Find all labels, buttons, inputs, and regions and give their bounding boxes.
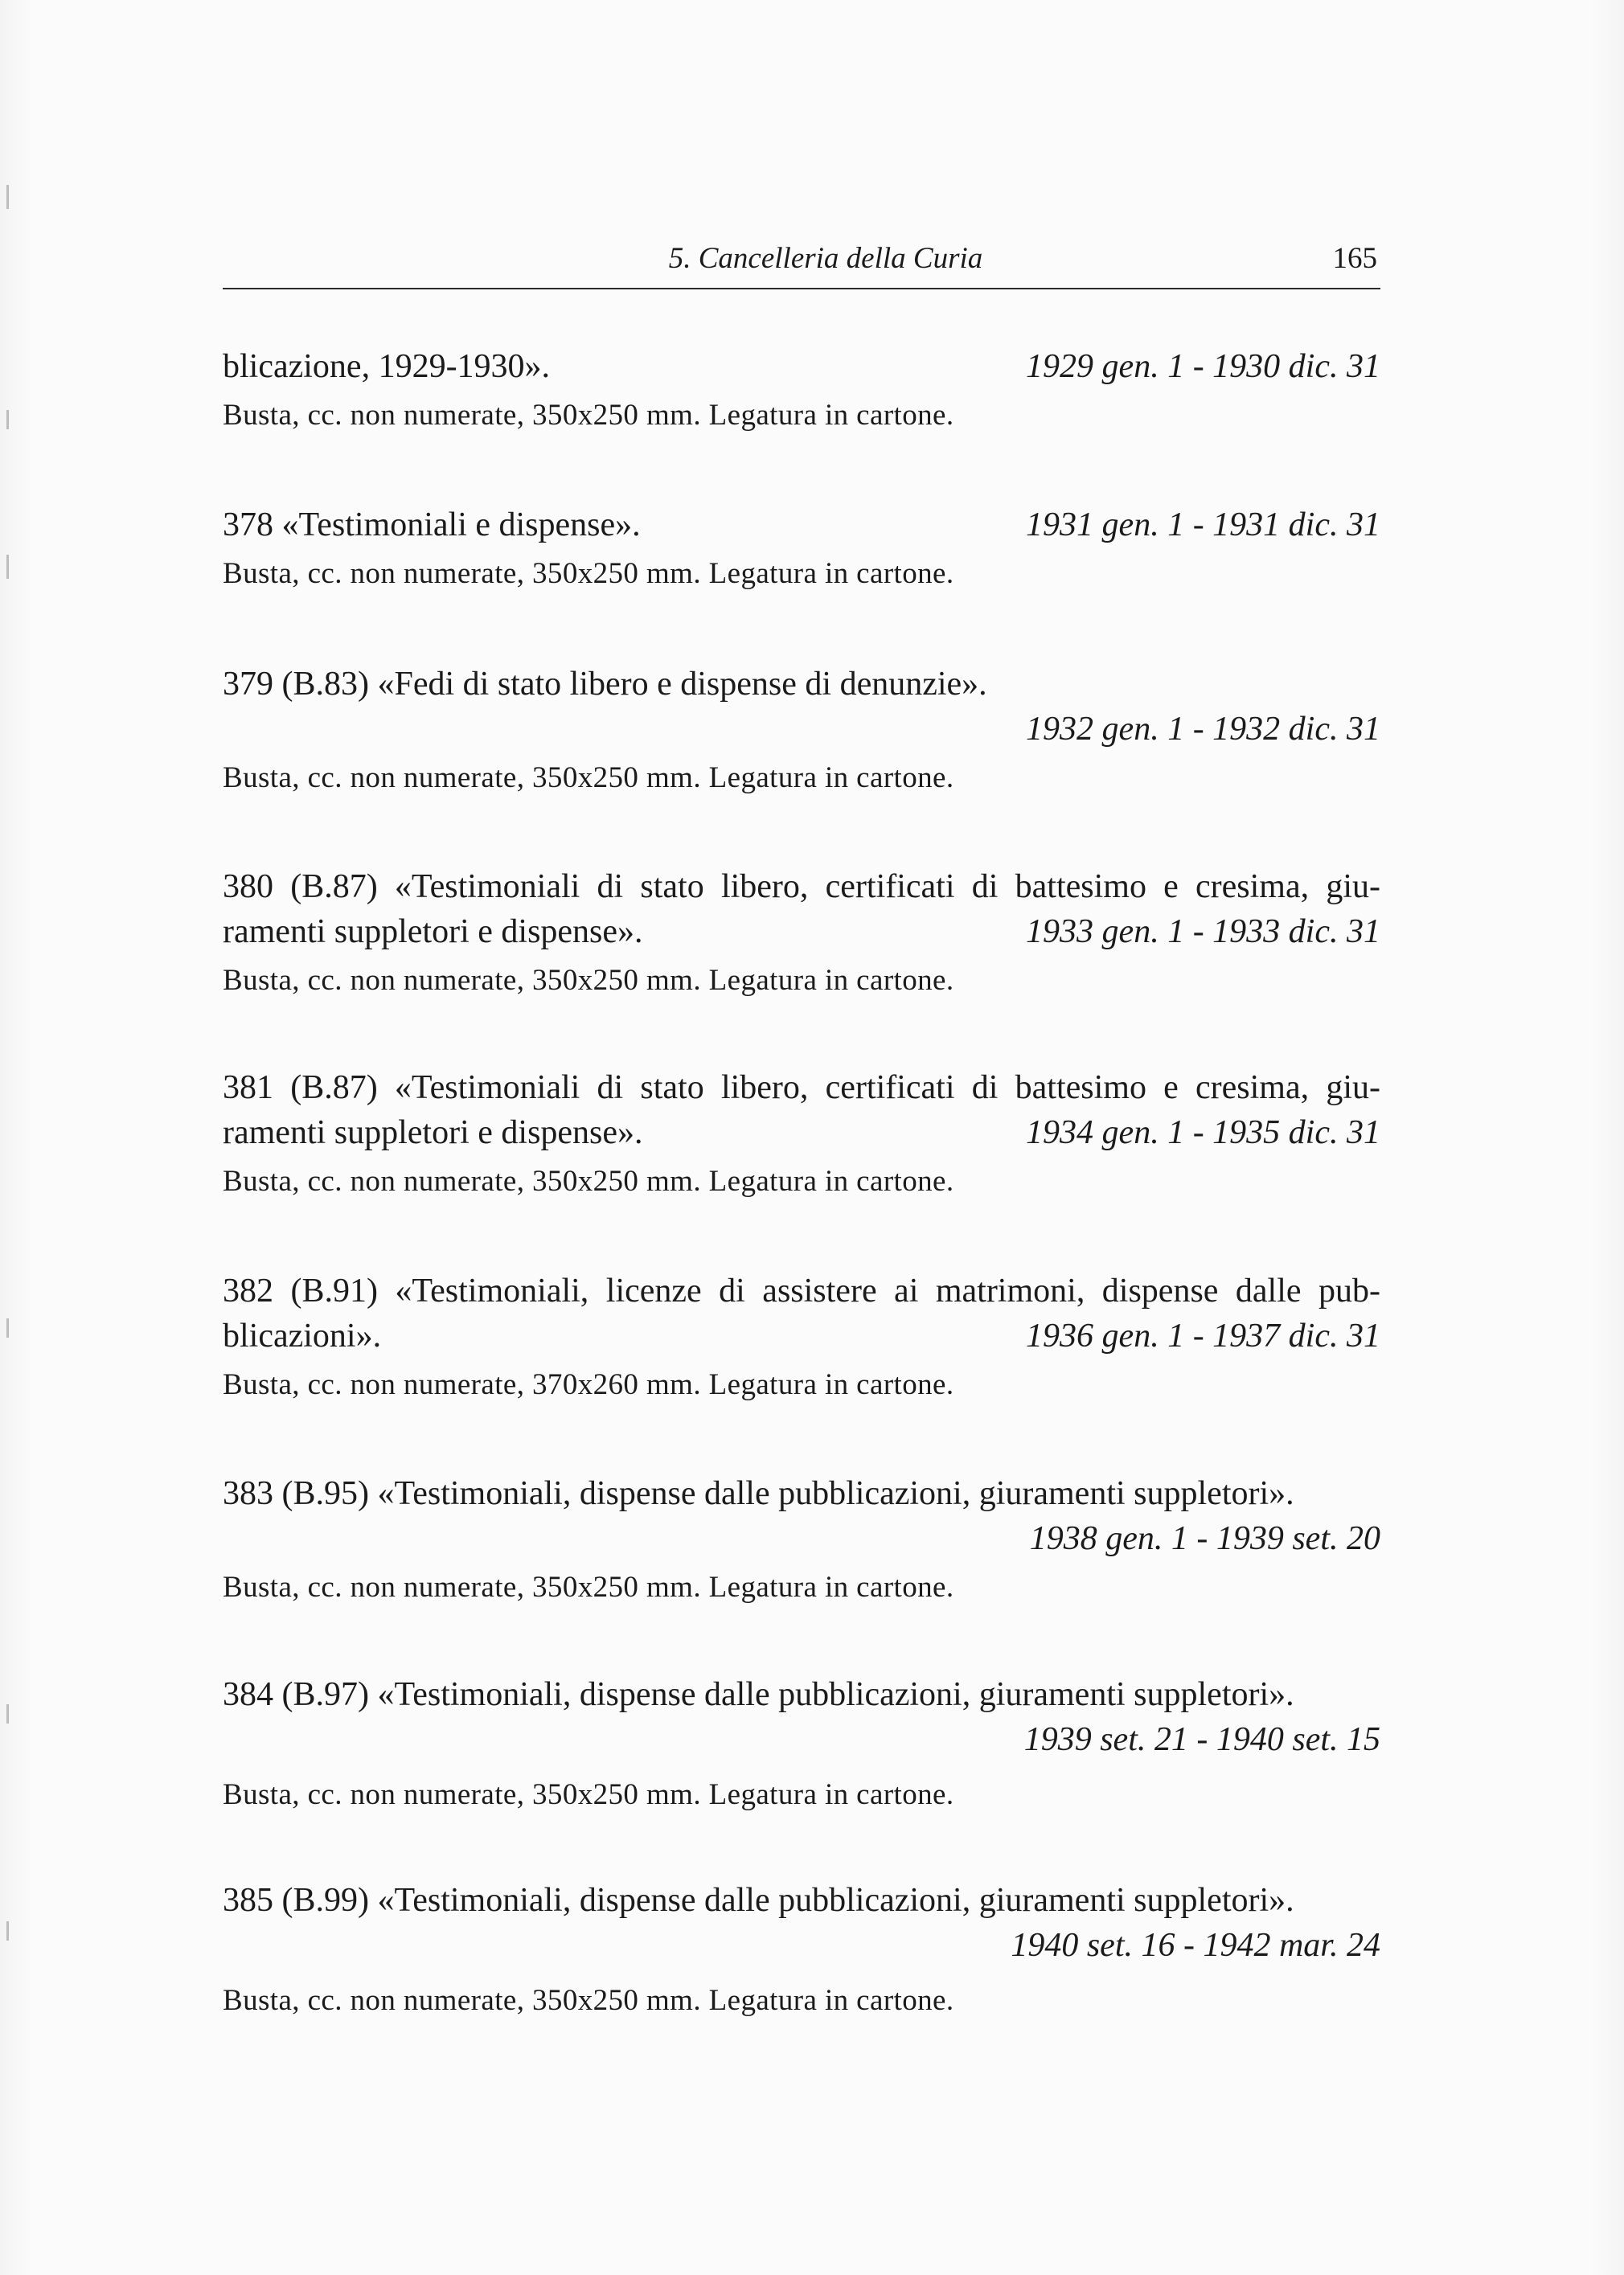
binding-mark — [6, 185, 9, 209]
entry-text: ramenti suppletori e dispense». — [223, 1114, 643, 1151]
binding-mark — [6, 1704, 9, 1724]
binding-mark — [6, 1921, 9, 1941]
entry-text: 384 (B.97) «Testimoniali, dispense dalle pubblicazioni, giuramenti suppletori». — [223, 1676, 1294, 1713]
archive-entry — [223, 1878, 1380, 2021]
entry-date-line — [223, 1717, 1380, 1762]
binding-mark — [6, 410, 9, 429]
entry-description: Busta, cc. non numerate, 350x250 mm. Legatura in cartone. — [223, 557, 954, 590]
entry-text: 380 (B.87) «Testimoniali di stato libero, certificati di battesimo e cresima, giu- — [223, 868, 1380, 905]
entry-description: Busta, cc. non numerate, 350x250 mm. Legatura in cartone. — [223, 761, 954, 794]
entry-text: 381 (B.87) «Testimoniali di stato libero, certificati di battesimo e cresima, giu- — [223, 1069, 1380, 1106]
entry-date: 1932 gen. 1 - 1932 dic. 31 — [1026, 711, 1380, 748]
entry-description: Busta, cc. non numerate, 350x250 mm. Legatura in cartone. — [223, 964, 954, 997]
entry-description: Busta, cc. non numerate, 350x250 mm. Legatura in cartone. — [223, 399, 954, 432]
entry-text: 383 (B.95) «Testimoniali, dispense dalle pubblicazioni, giuramenti suppletori». — [223, 1475, 1294, 1512]
entry-text: 385 (B.99) «Testimoniali, dispense dalle pubblicazioni, giuramenti suppletori». — [223, 1882, 1294, 1919]
entry-date: 1940 set. 16 - 1942 mar. 24 — [1011, 1927, 1380, 1964]
archive-entry — [223, 662, 1380, 798]
entry-date: 1934 gen. 1 - 1935 dic. 31 — [1026, 1114, 1380, 1151]
archive-entry — [223, 502, 1380, 594]
entry-description: Busta, cc. non numerate, 370x260 mm. Legatura in cartone. — [223, 1368, 954, 1401]
archive-entry — [223, 1065, 1380, 1202]
entry-date-line — [223, 707, 1380, 752]
entry-text: blicazioni». — [223, 1318, 382, 1355]
entry-description: Busta, cc. non numerate, 350x250 mm. Legatura in cartone. — [223, 1984, 954, 2017]
entry-description: Busta, cc. non numerate, 350x250 mm. Legatura in cartone. — [223, 1571, 954, 1604]
entry-heading-row — [223, 502, 1380, 547]
entry-date: 1936 gen. 1 - 1937 dic. 31 — [1026, 1318, 1380, 1355]
entry-date: 1939 set. 21 - 1940 set. 15 — [1023, 1721, 1380, 1758]
entry-heading-row — [223, 344, 1380, 389]
entry-date-line — [223, 1516, 1380, 1561]
entry-description: Busta, cc. non numerate, 350x250 mm. Legatura in cartone. — [223, 1165, 954, 1198]
entry-date: 1931 gen. 1 - 1931 dic. 31 — [1026, 506, 1380, 543]
entry-heading-row — [223, 1110, 1380, 1155]
archive-entry — [223, 1672, 1380, 1815]
entry-heading-row — [223, 1314, 1380, 1359]
archive-entry — [223, 864, 1380, 1001]
archive-entry — [223, 1471, 1380, 1608]
entry-description: Busta, cc. non numerate, 350x250 mm. Legatura in cartone. — [223, 1778, 954, 1811]
entry-text: blicazione, 1929-1930». — [223, 348, 551, 385]
entry-heading-row — [223, 909, 1380, 954]
entry-text: 382 (B.91) «Testimoniali, licenze di assistere ai matrimoni, dispense dalle pub- — [223, 1273, 1380, 1310]
entry-date-line — [223, 1923, 1380, 1968]
archive-entry — [223, 344, 1380, 436]
entry-text: ramenti suppletori e dispense». — [223, 913, 643, 950]
entry-date: 1938 gen. 1 - 1939 set. 20 — [1029, 1520, 1380, 1557]
entry-text: 379 (B.83) «Fedi di stato libero e dispense di denunzie». — [223, 666, 987, 703]
entry-date: 1933 gen. 1 - 1933 dic. 31 — [1026, 913, 1380, 950]
archive-entry — [223, 1269, 1380, 1405]
entry-date: 1929 gen. 1 - 1930 dic. 31 — [1026, 348, 1380, 385]
binding-mark — [6, 555, 9, 579]
running-head — [223, 241, 1380, 289]
binding-mark — [6, 1318, 9, 1338]
entry-text: 378 «Testimoniali e dispense». — [223, 506, 641, 543]
page-number: 165 — [1332, 242, 1377, 275]
section-title: 5. Cancelleria della Curia — [668, 242, 983, 275]
